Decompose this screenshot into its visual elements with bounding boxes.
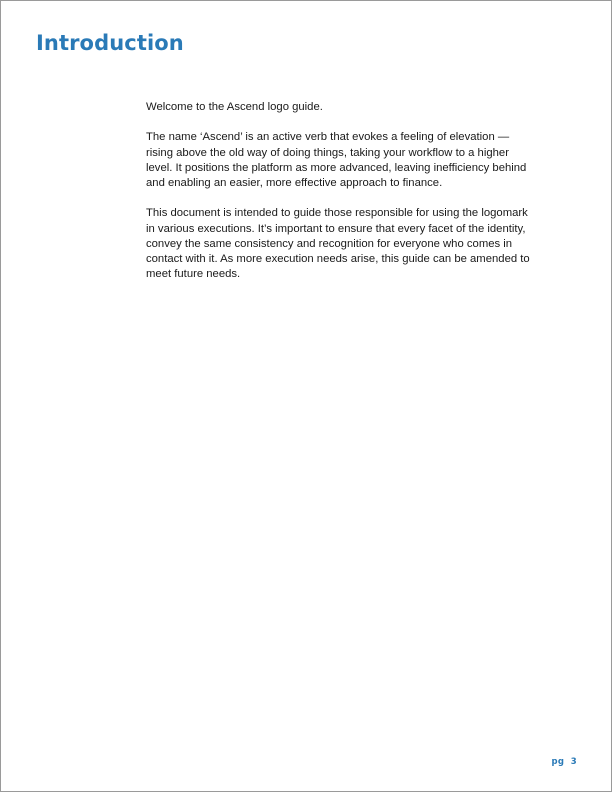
page-number: 3 — [570, 757, 577, 767]
page-label: pg — [551, 757, 565, 767]
intro-paragraph-purpose: This document is intended to guide those responsible for using the logomark in various executions. It’s important to ensure that every facet of the identity, convey the same consistency and recognition for everyone who comes in contact with it. As more execution needs arise, this guide can be amended to meet future needs. — [146, 207, 530, 281]
page-title: Introduction — [36, 31, 184, 55]
body-text — [146, 100, 531, 298]
intro-paragraph-name-meaning: The name ‘Ascend’ is an active verb that evokes a feeling of elevation — rising above the old way of doing things, taking your workflow to a higher level. It positions the platform as more advanced, leaving inefficiency behind and enabling an easier, more effective approach to finance. — [146, 131, 527, 189]
intro-paragraph-welcome: Welcome to the Ascend logo guide. — [146, 101, 323, 113]
page-footer — [551, 757, 577, 767]
